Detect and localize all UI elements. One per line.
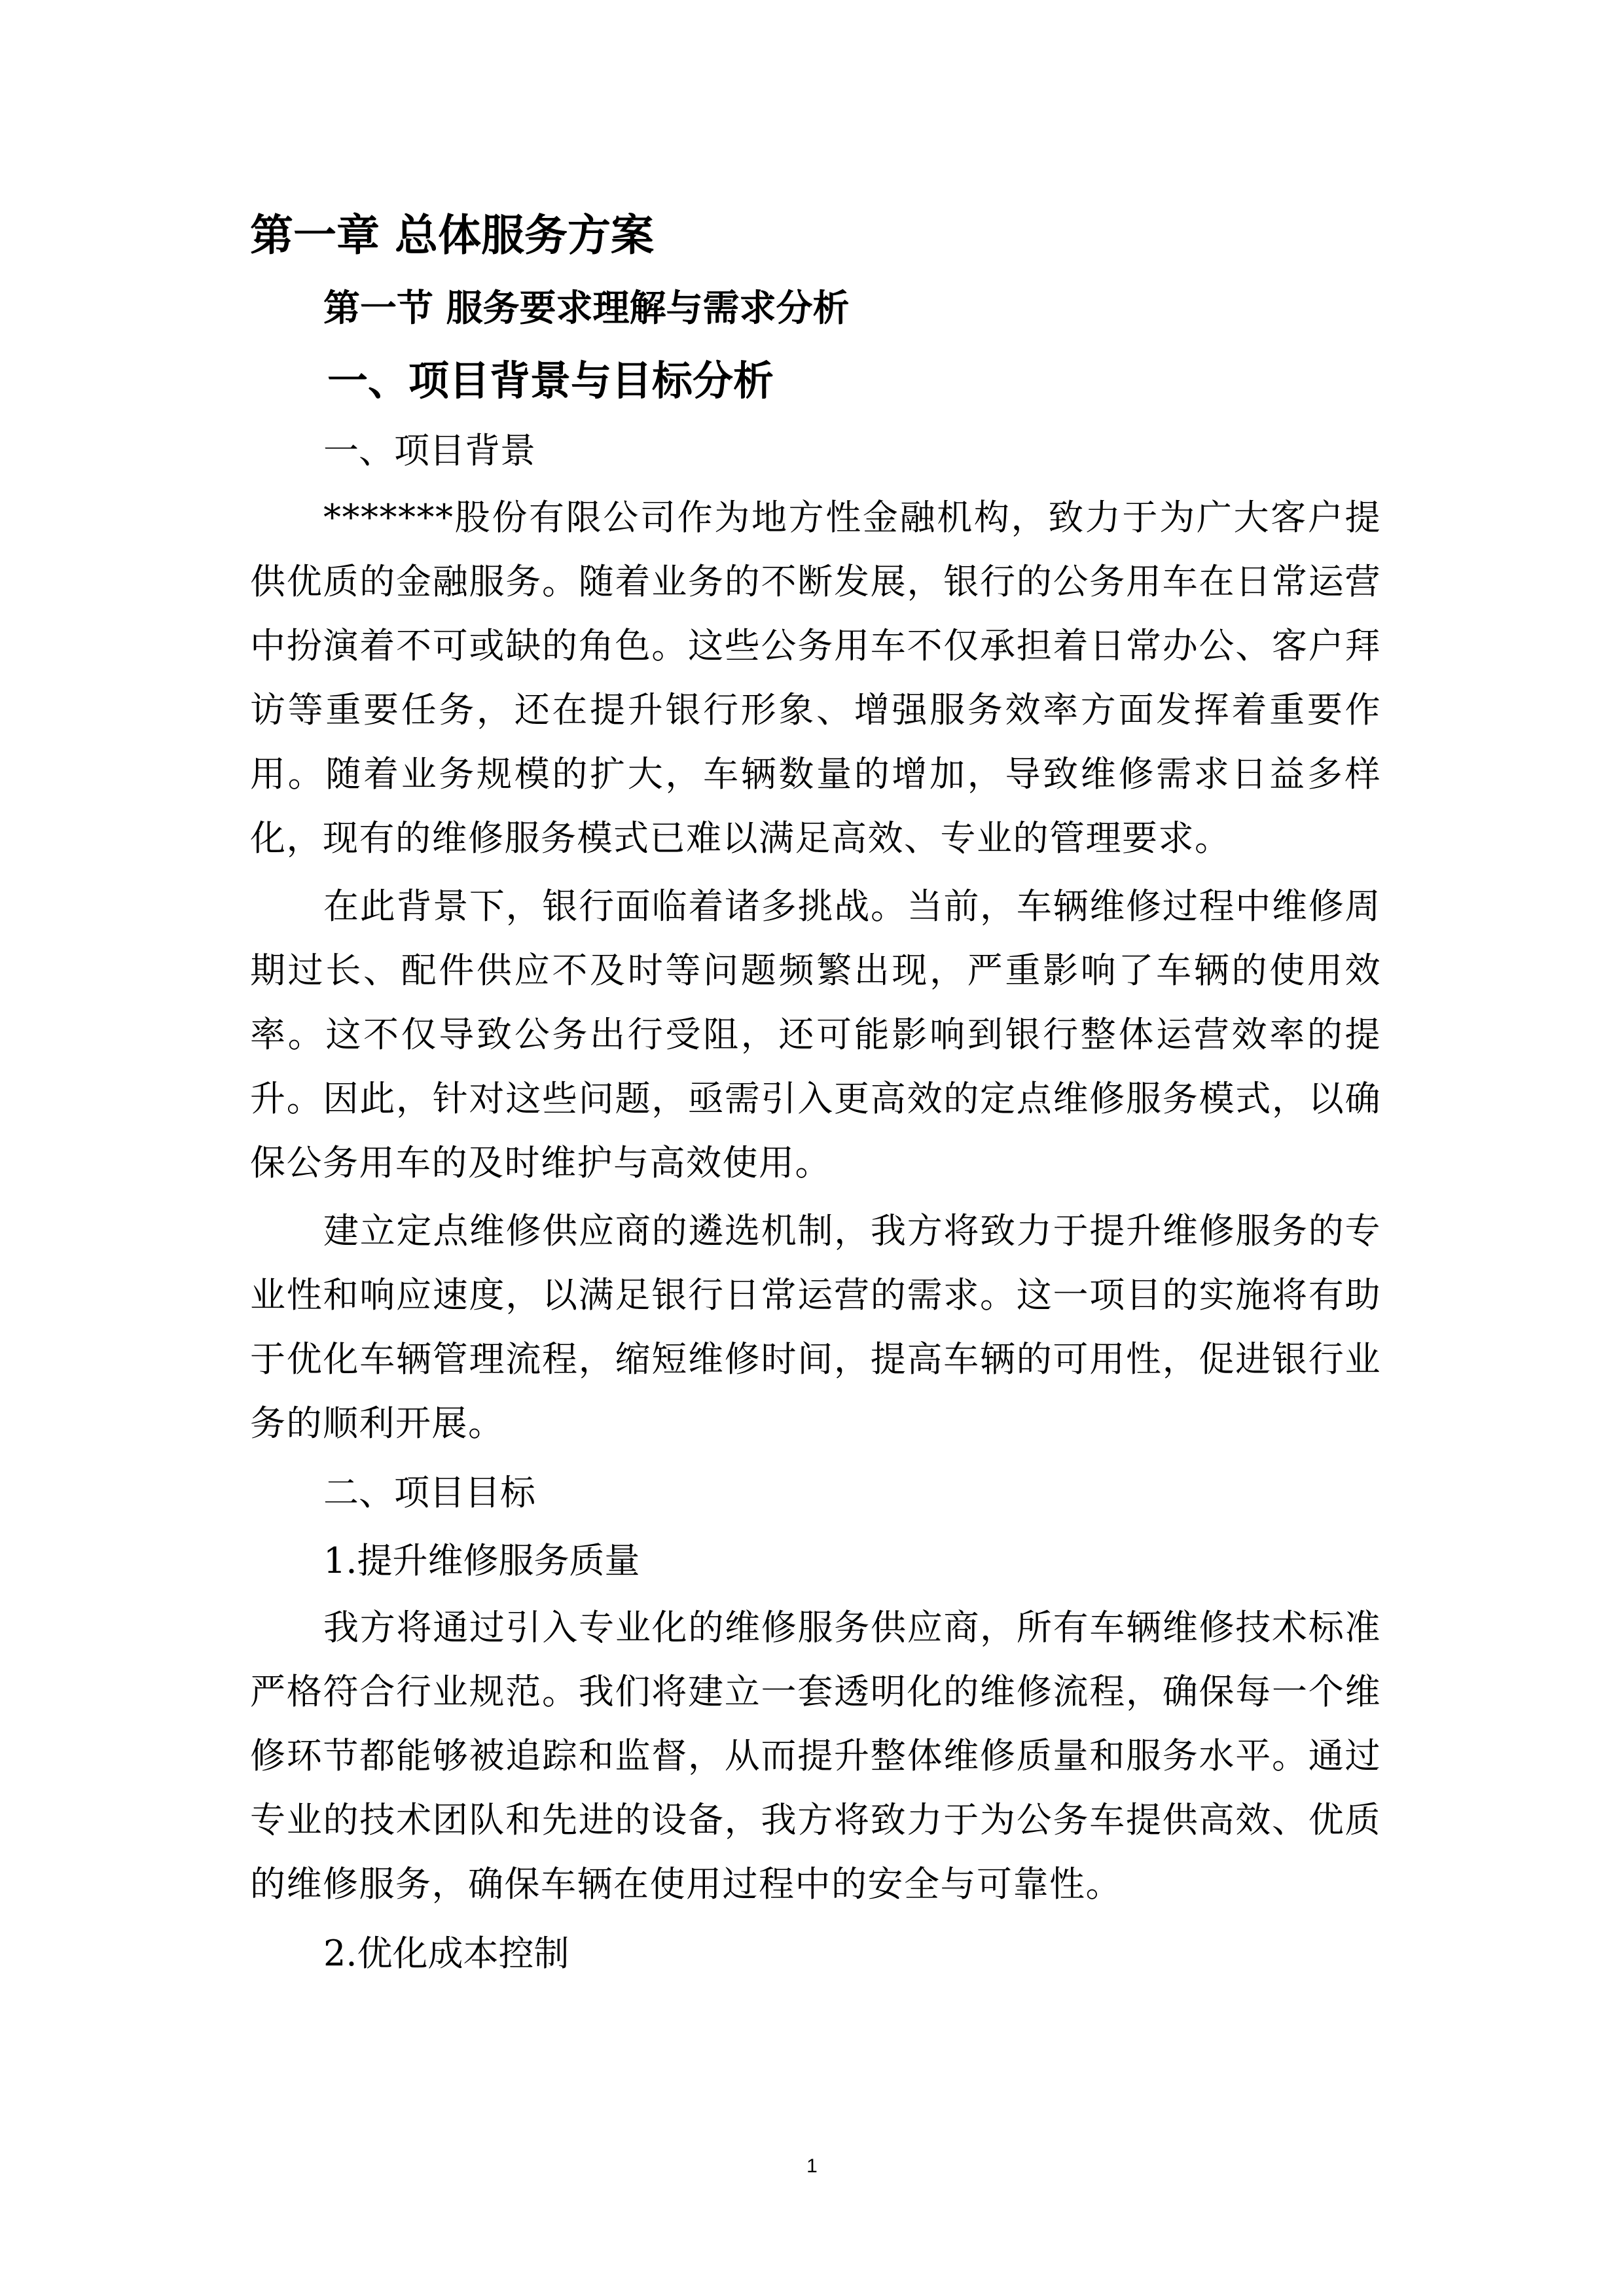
objective-1-paragraph: 我方将通过引入专业化的维修服务供应商，所有车辆维修技术标准严格符合行业规范。我们将建立一套透明化的维修流程，确保每一个维修环节都能够被追踪和监督，从而提升整体维修质量和服务水平。通过专业的技术团队和先进的设备，我方将致力于为公务车提供高效、优质的维修服务，确保车辆在使用过程中的安全与可靠性。: [250, 1607, 1381, 1905]
objectives-heading: 二、项目目标: [323, 1472, 535, 1513]
background-heading: 一、项目背景: [323, 430, 535, 471]
background-paragraph-3: 建立定点维修供应商的遴选机制，我方将致力于提升维修服务的专业性和响应速度，以满足银行日常运营的需求。这一项目的实施将有助于优化车辆管理流程，缩短维修时间，提高车辆的可用性，促进银行业务的顺利开展。: [250, 1210, 1381, 1444]
objective-2-heading: 2.优化成本控制: [323, 1933, 569, 1974]
objective-1-heading: 1.提升维修服务质量: [323, 1540, 640, 1581]
subsection-title: 一、项目背景与目标分析: [327, 357, 774, 404]
chapter-title: 第一章 总体服务方案: [250, 210, 654, 260]
background-paragraph-2: 在此背景下，银行面临着诸多挑战。当前，车辆维修过程中维修周期过长、配件供应不及时等问题频繁出现，严重影响了车辆的使用效率。这不仅导致公务出行受阻，还可能影响到银行整体运营效率的提升。因此，针对这些问题，亟需引入更高效的定点维修服务模式，以确保公务用车的及时维护与高效使用。: [250, 886, 1381, 1183]
page-number: 1: [806, 2155, 818, 2177]
document-body: [250, 203, 1381, 1988]
section-title: 第一节 服务要求理解与需求分析: [323, 287, 850, 330]
background-paragraph-1: *******股份有限公司作为地方性金融机构，致力于为广大客户提供优质的金融服务。随着业务的不断发展，银行的公务用车在日常运营中扮演着不可或缺的角色。这些公务用车不仅承担着日常办公、客户拜访等重要任务，还在提升银行形象、增强服务效率方面发挥着重要作用。随着业务规模的扩大，车辆数量的增加，导致维修需求日益多样化，现有的维修服务模式已难以满足高效、专业的管理要求。: [250, 497, 1381, 859]
